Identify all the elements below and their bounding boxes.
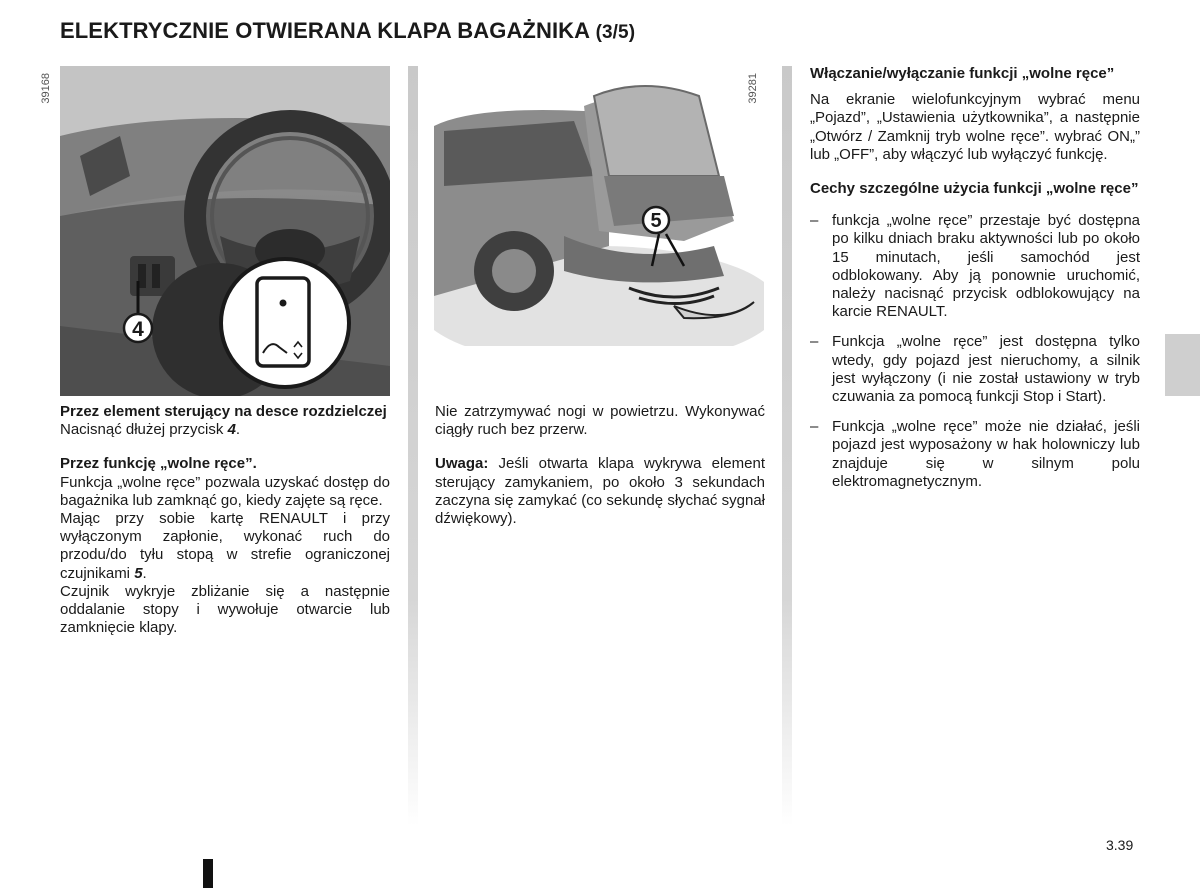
page-number: 3.39	[1106, 837, 1134, 853]
column-rule-2	[782, 66, 792, 826]
heading-particularities: Cechy szczególne użycia funkcji „wolne ręce”	[810, 180, 1139, 198]
callout-4: 4	[132, 318, 144, 341]
list-item: – funkcja „wolne ręce” przestaje być dostępna po kilku dniach braku aktywności lub po około 15 minutach, jeśli samochód jest odblokowany. Aby ją ponownie uruchomić, należy nacisnąć przycisk odblokowujący na karcie RENAULT.	[810, 212, 1140, 321]
paragraph-continuous-motion: Nie zatrzymywać nogi w powietrzu. Wykonywać ciągły ruch bez przerw.	[435, 403, 765, 439]
ref-sensor-5: 5	[134, 564, 143, 582]
column-2	[435, 403, 765, 528]
figure-car-rear	[434, 66, 764, 346]
column-1	[60, 403, 390, 637]
paragraph-note: Uwaga: Jeśli otwarta klapa wykrywa element sterujący zamykaniem, po około 3 sekundach zaczyna się zamykać (co sekundę słychać sygnał dźwiękowy).	[435, 455, 765, 528]
list-item: – Funkcja „wolne ręce” może nie działać, jeśli pojazd jest wyposażony w hak holowniczy lub znajduje się w silnym polu elektromagnetycznym.	[810, 418, 1140, 490]
bullet-list	[810, 212, 1140, 491]
figure-dashboard	[60, 66, 390, 396]
column-3	[810, 65, 1140, 503]
list-item: – Funkcja „wolne ręce” jest dostępna tylko wtedy, gdy pojazd jest nieruchomy, a silnik jest wyłączony (i nie został ustawiony w tryb czuwania za pomocą funkcji Stop i Start).	[810, 333, 1140, 406]
paragraph-foot-motion: Mając przy sobie kartę RENAULT i przy wyłączonym zapłonie, wykonać ruch do przodu/do tyłu stopą w strefie ograniczonej czujnikami 5.	[60, 510, 390, 582]
paragraph-menu-steps: Na ekranie wielofunkcyjnym wybrać menu „Pojazd”, „Ustawienia użytkownika”, a następnie „Otwórz / Zamknij tryb wolne ręce”. wybrać ON„” lub „OFF”, aby włączyć lub wyłączyć funkcję.	[810, 91, 1140, 163]
heading-dashboard-control: Przez element sterujący na desce rozdzielczej	[60, 403, 387, 420]
bottom-mark	[203, 859, 213, 888]
title-part: (3/5)	[595, 22, 636, 43]
thumb-index-tab	[1165, 334, 1200, 396]
ref-button-4: 4	[227, 421, 236, 439]
heading-enable-disable: Włączanie/wyłączanie funkcji „wolne ręce”	[810, 65, 1115, 82]
callout-5: 5	[650, 210, 662, 232]
figure-code-right: 39281	[747, 73, 759, 104]
paragraph-sensor-detect: Czujnik wykryje zbliżanie się a następnie oddalanie stopy i wywołuje otwarcie lub zamknięcie klapy.	[60, 582, 390, 637]
page-title	[60, 18, 635, 44]
heading-hands-free: Przez funkcję „wolne ręce”.	[60, 455, 257, 473]
note-label: Uwaga:	[435, 455, 489, 473]
title-text: ELEKTRYCZNIE OTWIERANA KLAPA BAGAŻNIKA	[60, 18, 590, 43]
figure-code-left: 39168	[40, 73, 52, 104]
paragraph-hands-free-desc: Funkcja „wolne ręce” pozwala uzyskać dostęp do bagażnika lub zamknąć go, kiedy zajęte są ręce.	[60, 473, 390, 509]
paragraph-press-button: Nacisnąć dłużej przycisk 4.	[60, 421, 241, 439]
column-rule-1	[408, 66, 418, 826]
